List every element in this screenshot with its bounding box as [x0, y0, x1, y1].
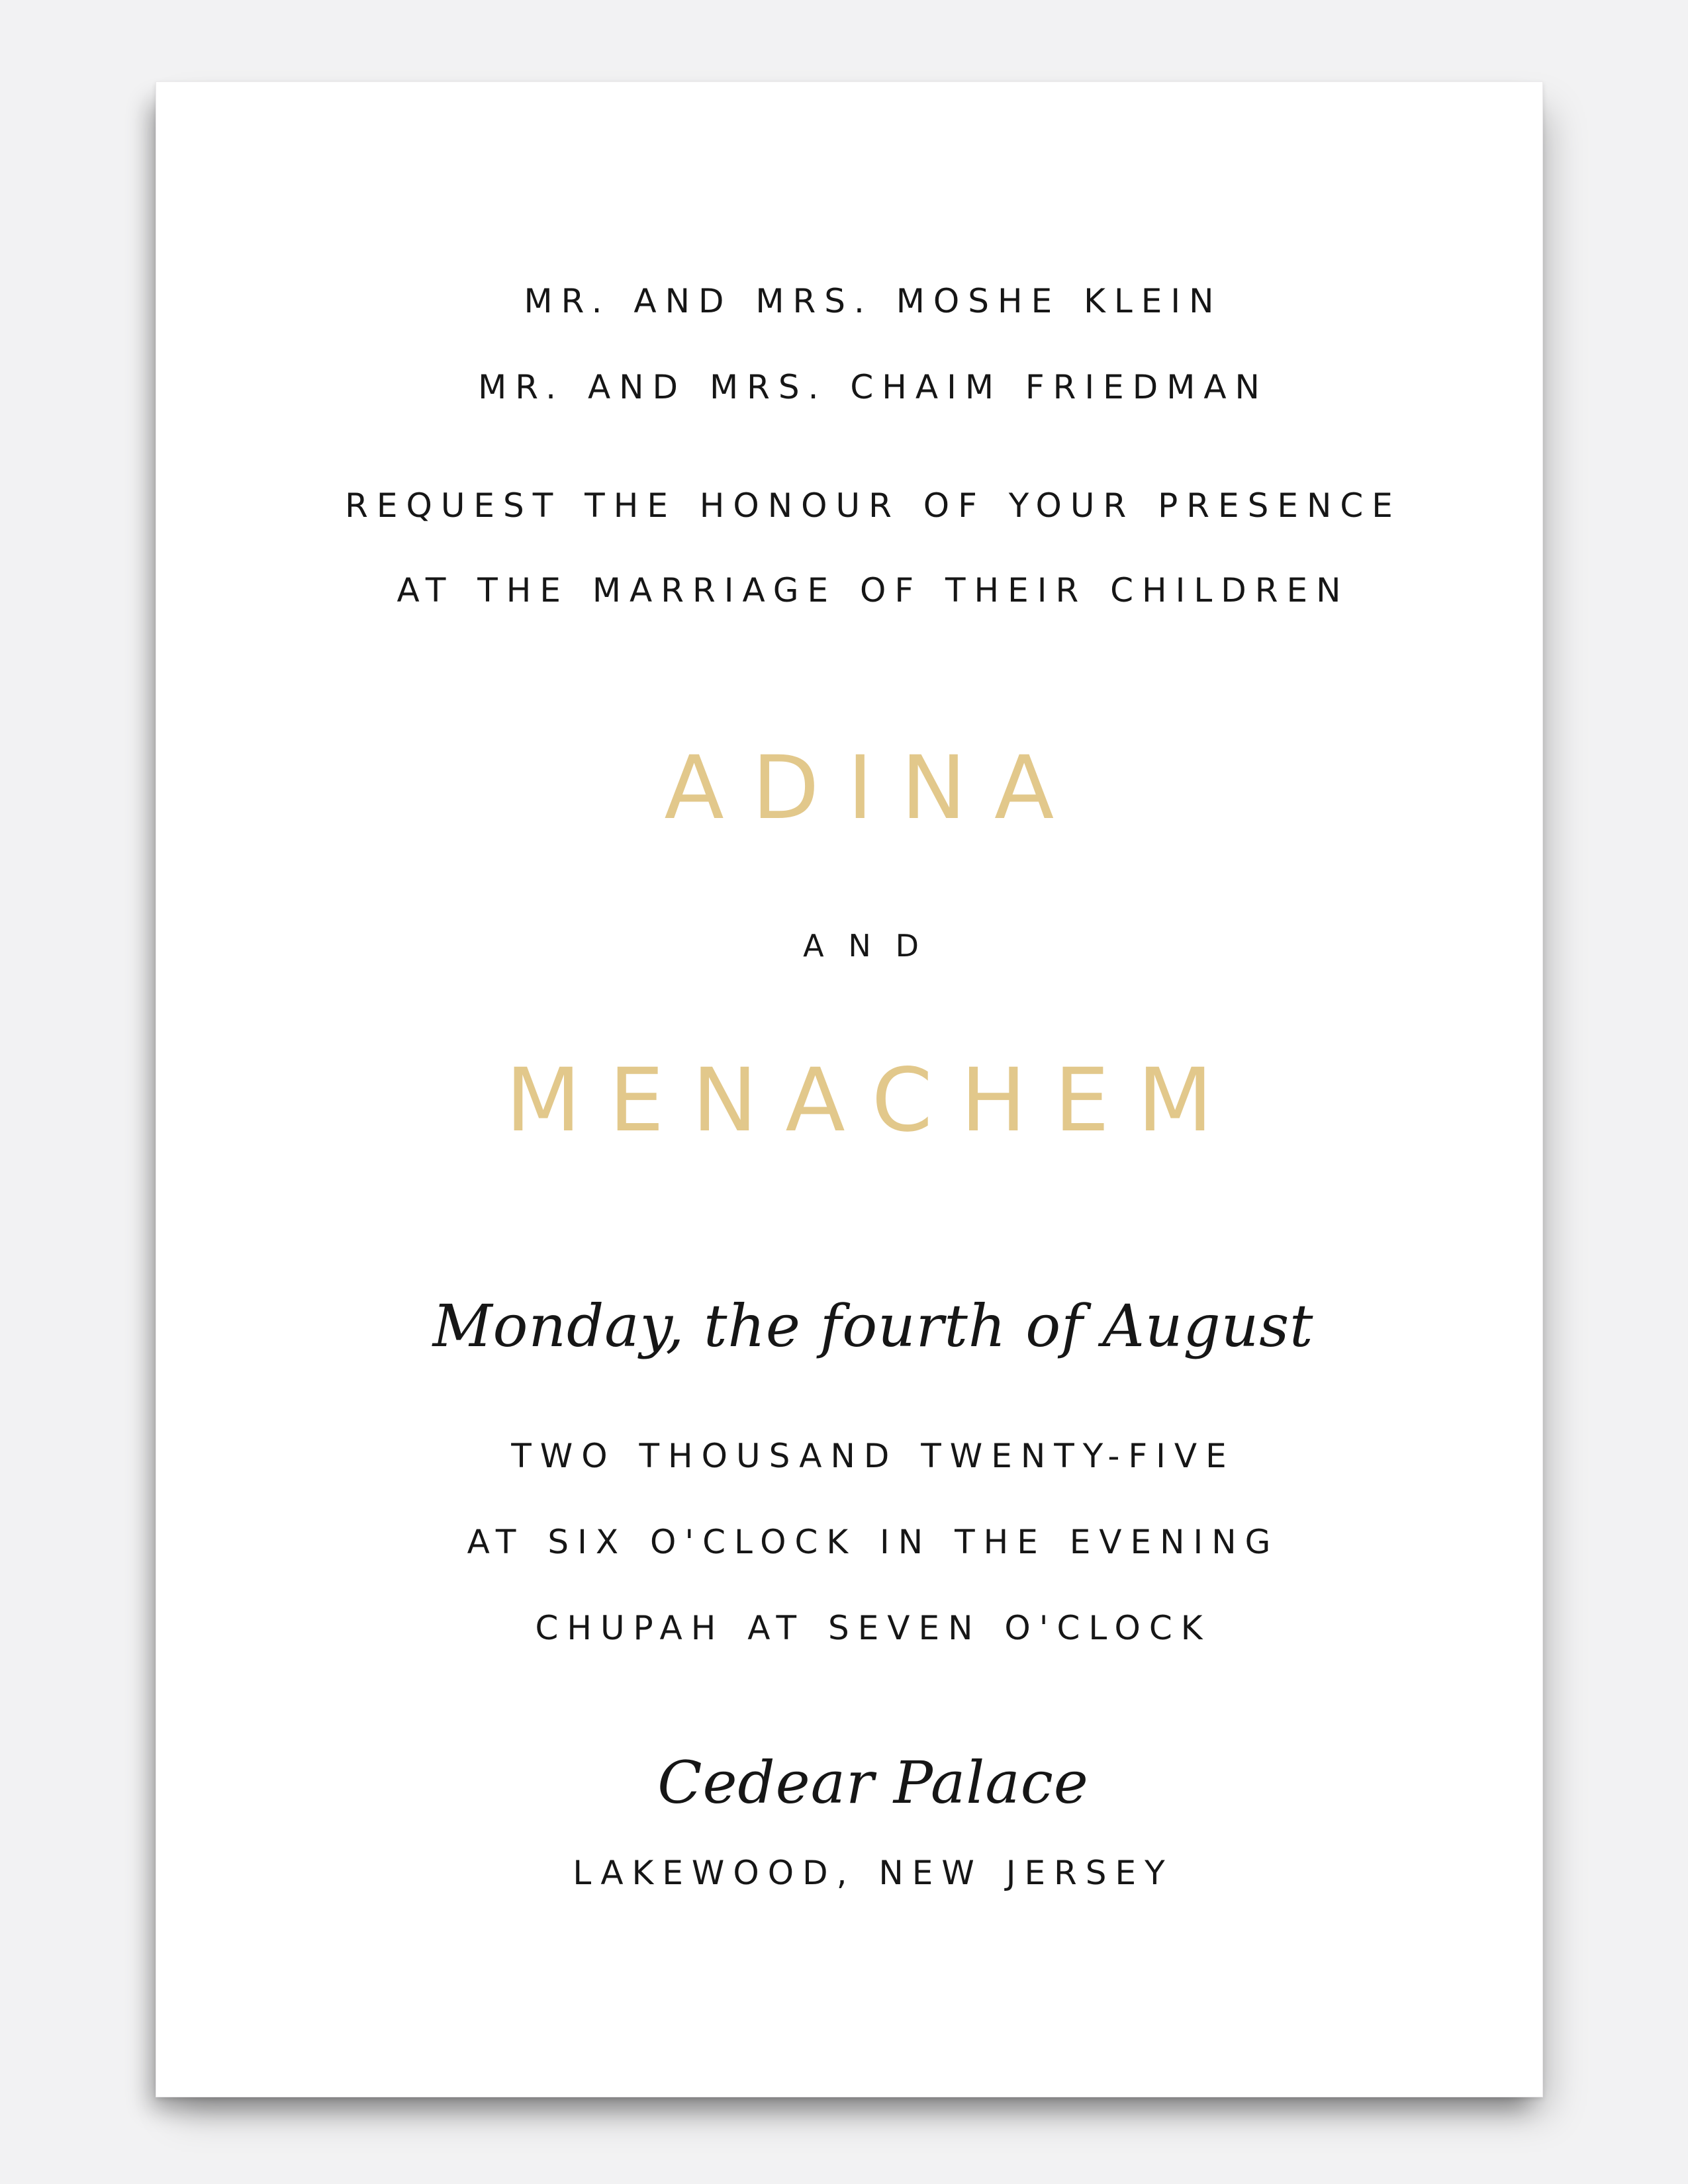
venue-script-line: Cedear Palace	[657, 1749, 1089, 1817]
time-line: AT SIX O'CLOCK IN THE EVENING	[467, 1523, 1280, 1561]
request-line-1: REQUEST THE HONOUR OF YOUR PRESENCE	[345, 486, 1401, 525]
invitation-card	[156, 81, 1543, 2097]
chupah-line: CHUPAH AT SEVEN O'CLOCK	[535, 1609, 1211, 1647]
invitation-content	[180, 82, 1566, 2097]
groom-name: MENACHEM	[505, 1050, 1241, 1152]
bride-name: ADINA	[664, 737, 1082, 839]
request-line-2: AT THE MARRIAGE OF THEIR CHILDREN	[397, 571, 1350, 610]
location-line: LAKEWOOD, NEW JERSEY	[573, 1854, 1174, 1892]
conjunction-and: AND	[803, 928, 943, 964]
host-line-klein: MR. AND MRS. MOSHE KLEIN	[524, 282, 1223, 320]
date-script-line: Monday, the fourth of August	[432, 1292, 1314, 1360]
year-line: TWO THOUSAND TWENTY-FIVE	[511, 1437, 1235, 1475]
host-line-friedman: MR. AND MRS. CHAIM FRIEDMAN	[478, 368, 1268, 406]
